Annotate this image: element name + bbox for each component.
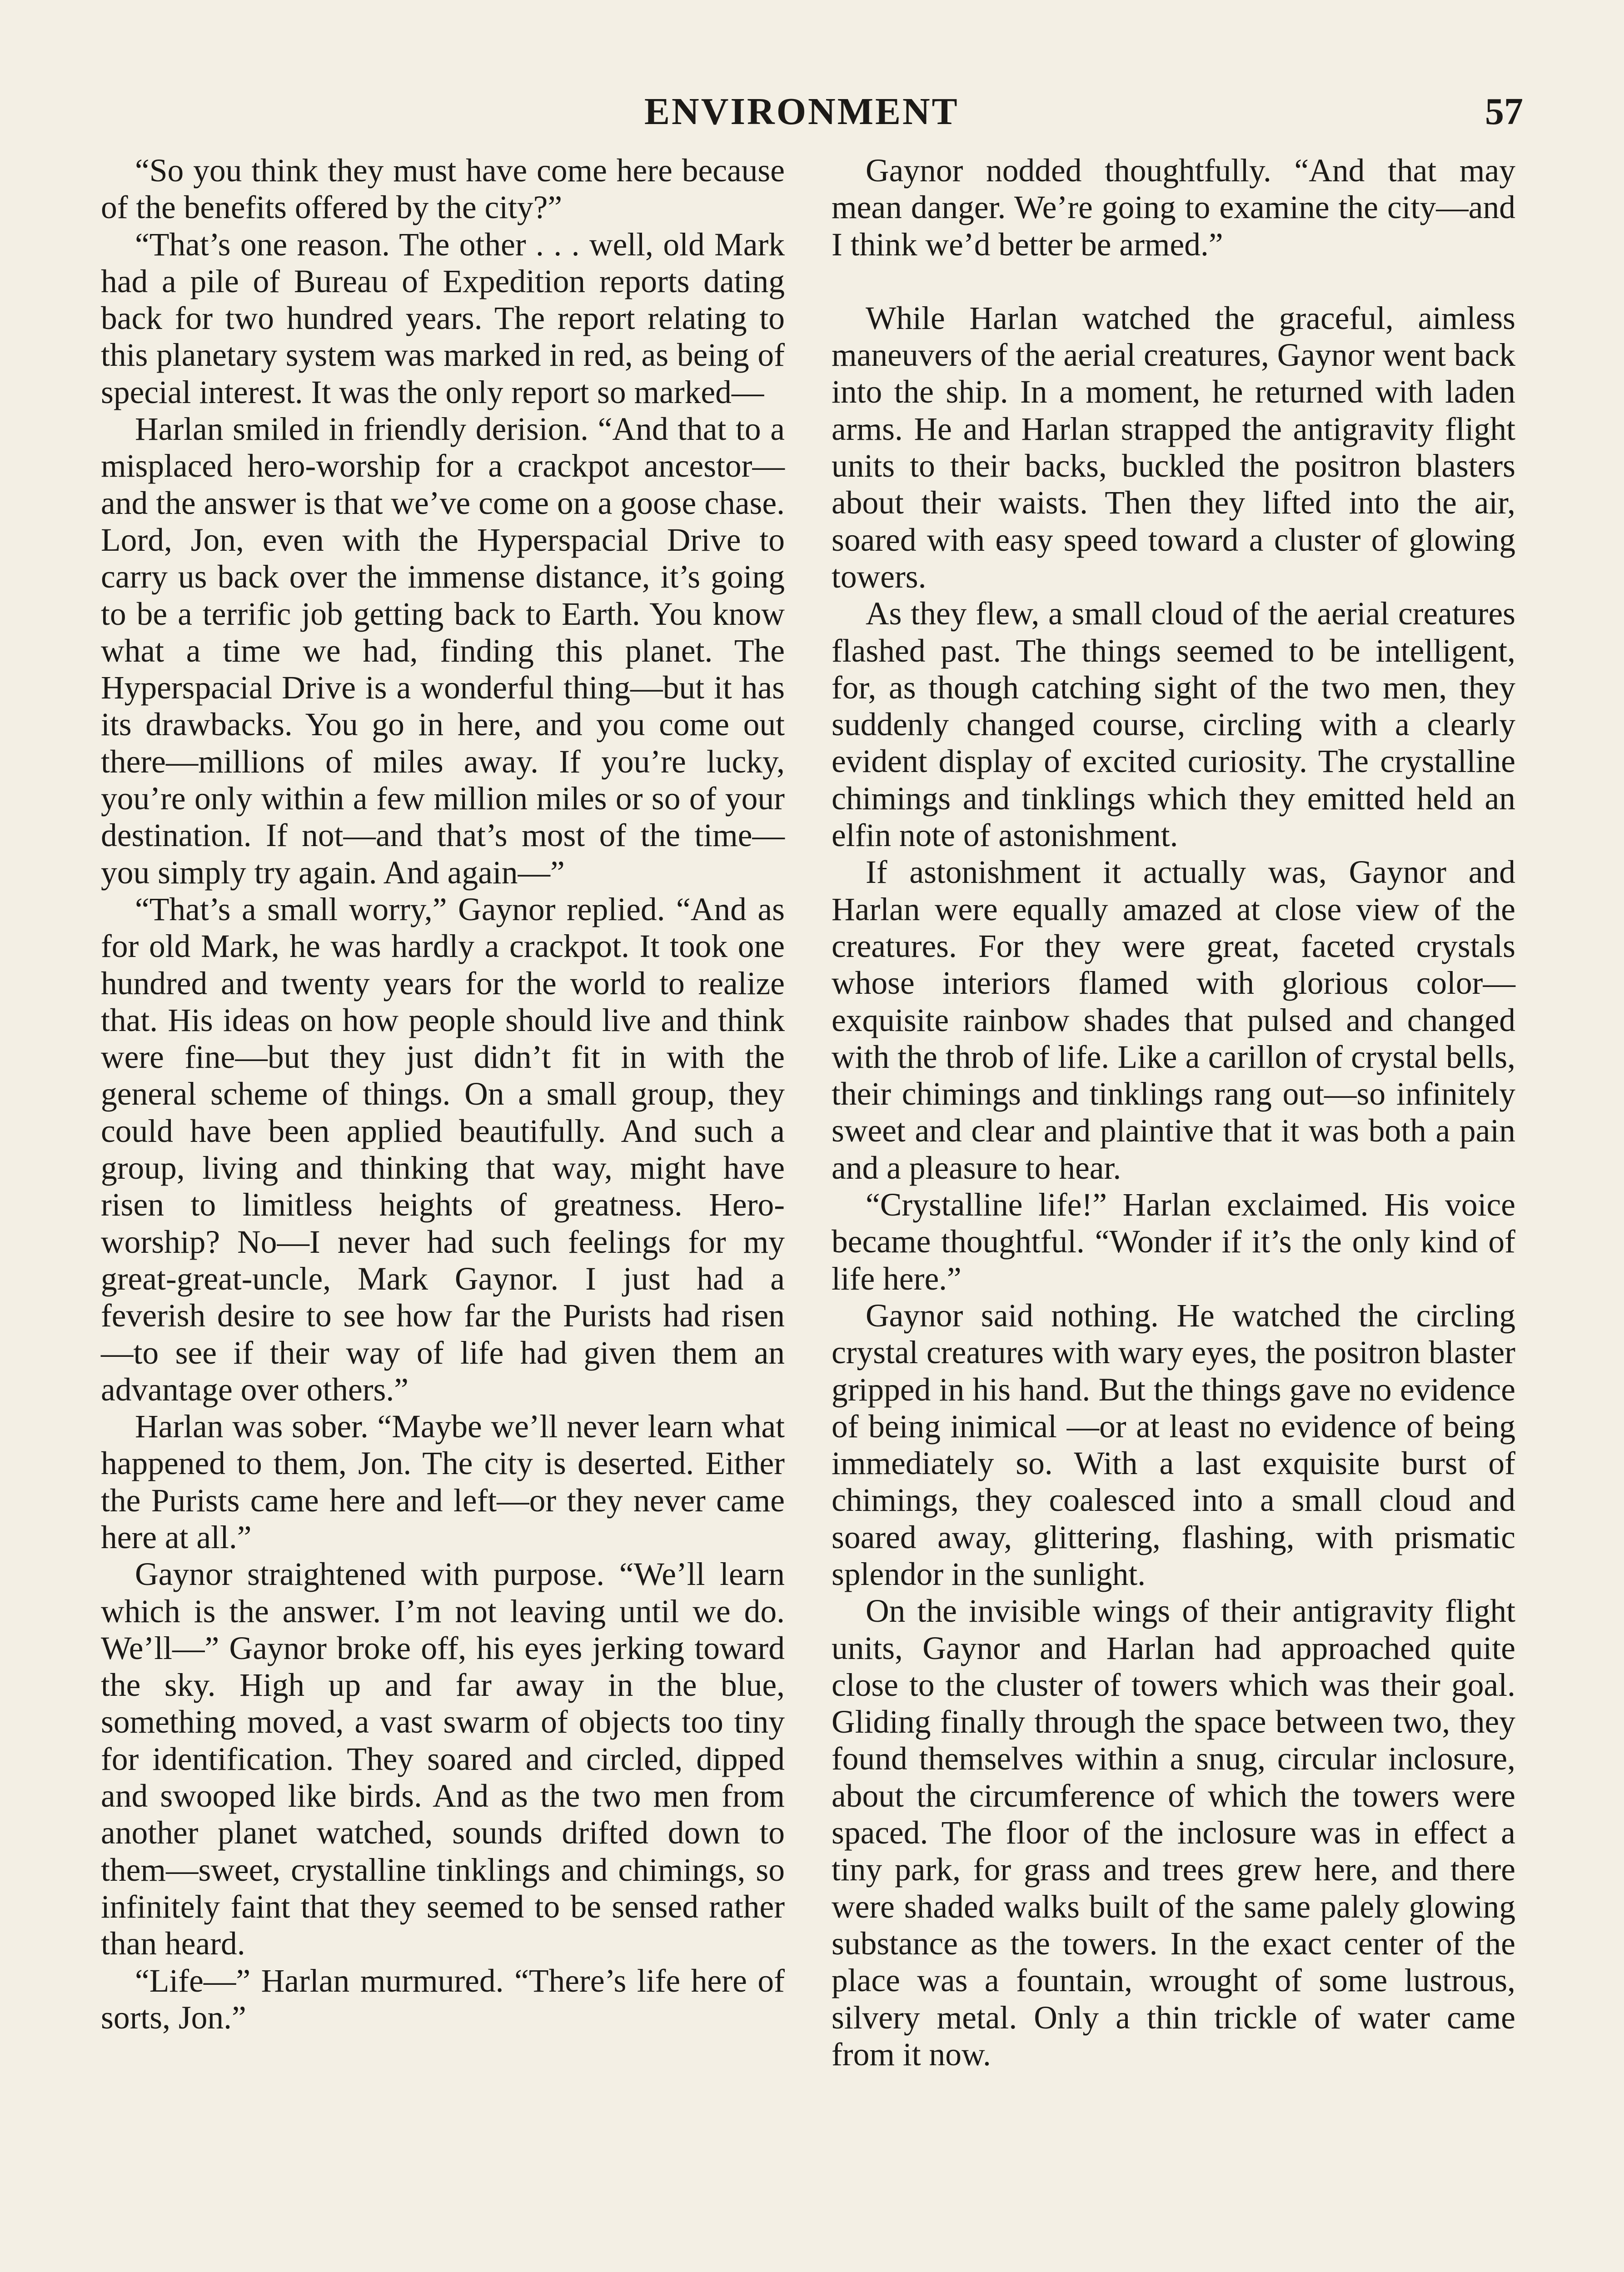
paragraph: “That’s one reason. The other . . . well, old Mark had a pile of Bureau of Expedition reports dating back for two hundred years. The report relating to this planetary system was marked in red, as being of special interest. It was the only report so marked— [101,226,785,410]
paragraph: While Harlan watched the graceful, aimless maneuvers of the aerial creatures, Gaynor went back into the ship. In a moment, he returned with laden arms. He and Harlan strapped the antigravity flight units to their backs, buckled the positron blasters about their waists. Then they lifted into the air, soared with easy speed toward a cluster of glowing towers. [832,300,1515,595]
paragraph: As they flew, a small cloud of the aerial creatures flashed past. The things seemed to be intelligent, for, as though catching sight of the two men, they suddenly changed course, circling with a clearly evident display of excited curiosity. The crystalline chimings and tinklings which they emitted held an elfin note of astonishment. [832,596,1515,854]
paragraph: On the invisible wings of their antigravity flight units, Gaynor and Harlan had approached quite close to the cluster of towers which was their goal. Gliding finally through the space between two, they found themselves within a snug, circular inclosure, about the circumference of which the towers were spaced. The floor of the inclosure was in effect a tiny park, for grass and trees grew here, and there were shaded walks built of the same palely glowing substance as the towers. In the exact center of the place was a fountain, wrought of some lustrous, silvery metal. Only a thin trickle of water came from it now. [832,1593,1515,2073]
paragraph: “So you think they must have come here because of the benefits offered by the city?” [101,153,785,226]
paragraph: Gaynor said nothing. He watched the circling crystal creatures with wary eyes, the positron blaster gripped in his hand. But the things gave no evidence of being inimical —or at least no evidence of being immediately so. With a last exquisite burst of chimings, they coalesced into a small cloud and soared away, glittering, flashing, with prismatic splendor in the sunlight. [832,1297,1515,1592]
right-column [832,152,1515,2073]
paragraph: Harlan was sober. “Maybe we’ll never learn what happened to them, Jon. The city is deserted. Either the Purists came here and left—or they never came here at all.” [101,1409,785,1555]
paragraph: “That’s a small worry,” Gaynor replied. “And as for old Mark, he was hardly a crackpot. It took one hundred and twenty years for the world to realize that. His ideas on how people should live and think were fine—but they just didn’t fit in with the general scheme of things. On a small group, they could have been applied beautifully. And such a group, living and thinking that way, might have risen to limitless heights of greatness. Hero-worship? No—I never had such feelings for my great-great-uncle, Mark Gaynor. I just had a feverish desire to see how far the Purists had risen—to see if their way of life had given them an advantage over others.” [101,891,785,1408]
paragraph: “Crystalline life!” Harlan exclaimed. His voice became thoughtful. “Wonder if it’s the only kind of life here.” [832,1187,1515,1297]
left-column [101,152,785,2036]
running-title: ENVIRONMENT [644,90,959,133]
paragraph: Harlan smiled in friendly derision. “And that to a misplaced hero-worship for a crackpot ancestor—and the answer is that we’ve come on a goose chase. Lord, Jon, even with the Hyperspacial Drive to carry us back over the immense distance, it’s going to be a terrific job getting back to Earth. You know what a time we had, finding this planet. The Hyperspacial Drive is a wonderful thing—but it has its drawbacks. You go in here, and you come out there—millions of miles away. If you’re lucky, you’re only within a few million miles or so of your destination. If not—and that’s most of the time—you simply try again. And again—” [101,411,785,891]
paragraph: Gaynor straightened with purpose. “We’ll learn which is the answer. I’m not leaving until we do. We’ll—” Gaynor broke off, his eyes jerking toward the sky. High up and far away in the blue, something moved, a vast swarm of objects too tiny for identification. They soared and circled, dipped and swooped like birds. And as the two men from another planet watched, sounds drifted down to them—sweet, crystalline tinklings and chimings, so infinitely faint that they seemed to be sensed rather than heard. [101,1556,785,1962]
paragraph: “Life—” Harlan murmured. “There’s life here of sorts, Jon.” [101,1963,785,2036]
paragraph: If astonishment it actually was, Gaynor and Harlan were equally amazed at close view of the creatures. For they were great, faceted crystals whose interiors flamed with glorious color—exquisite rainbow shades that pulsed and changed with the throb of life. Like a carillon of crystal bells, their chimings and tinklings rang out—so infinitely sweet and clear and plaintive that it was both a pain and a pleasure to hear. [832,854,1515,1186]
paragraph: Gaynor nodded thoughtfully. “And that may mean danger. We’re going to examine the city—and I think we’d better be armed.” [832,153,1515,263]
running-head [0,89,1624,139]
page-number: 57 [1485,90,1523,133]
